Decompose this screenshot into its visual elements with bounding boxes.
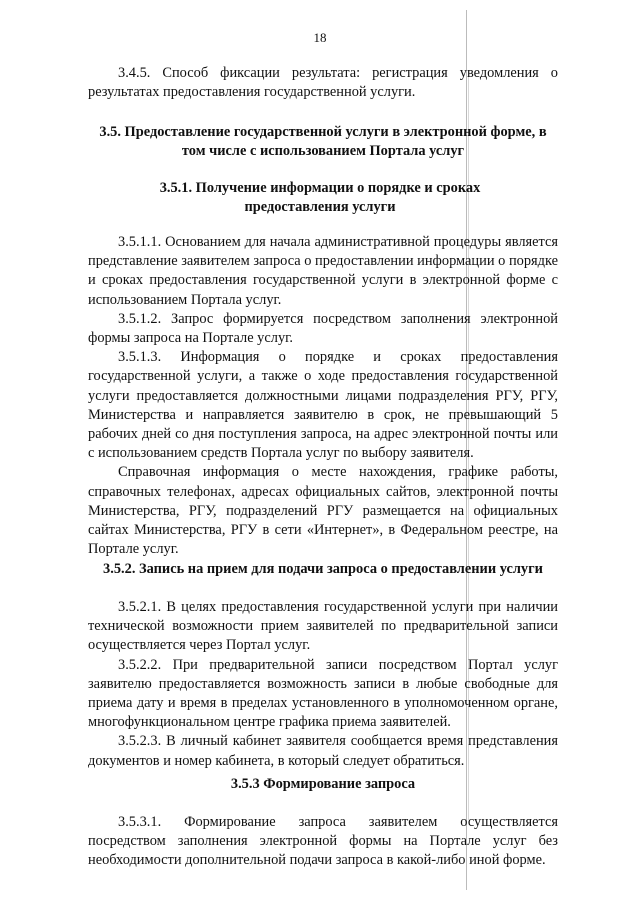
- subsection-3-5-2-body: [88, 598, 558, 771]
- paragraph-3-5-2-1: 3.5.2.1. В целях предоставления государственной услуги при наличии технической возможности прием заявителей по предварительной записи осуществляется через Портал услуг.: [88, 599, 558, 654]
- paragraph-3-4-5: [88, 64, 558, 102]
- paragraph-3-5-1-3: 3.5.1.3. Информация о порядке и сроках предоставления государственной услуги, а также о ходе предоставления государственной услуги предоставляется должностными лицами подразделения РГУ, РГУ, Министерства и направляется заявителю в срок, не превышающий 5 рабочих дней со дня поступления запроса, на адрес электронной почты или с использованием средств Портала услуг по выбору заявителя.: [88, 349, 558, 462]
- subsection-heading-3-5-2: 3.5.2. Запись на прием для подачи запроса о предоставлении услуги: [103, 561, 543, 577]
- section-heading-3-5: 3.5. Предоставление государственной услуги в электронной форме, в том числе с использованием Портала услуг: [99, 124, 547, 160]
- paragraph-reference-info: Справочная информация о месте нахождения, графике работы, справочных телефонах, адресах официальных сайтов, электронной почты Министерства, РГУ, подразделений РГУ размещается на официальных сайтах Министерства, РГУ в сети «Интернет», в Федеральном реестре, на Портале услуг.: [88, 464, 558, 558]
- subsection-heading-3-5-3: 3.5.3 Формирование запроса: [230, 776, 416, 792]
- page-number: 18: [313, 30, 327, 45]
- paragraph-text: 3.4.5. Способ фиксации результата: регистрация уведомления о результатах предоставления государственной услуги.: [88, 65, 558, 101]
- paragraph-3-5-2-3: 3.5.2.3. В личный кабинет заявителя сообщается время представления документов и номер кабинета, в который следует обратиться.: [88, 733, 558, 769]
- paragraph-3-5-3-1: 3.5.3.1. Формирование запроса заявителем осуществляется посредством заполнения электронной формы на Портале услуг без необходимости дополнительной подачи запроса в какой-либо иной форме.: [88, 814, 558, 869]
- subsection-heading-3-5-1: 3.5.1. Получение информации о порядке и сроках предоставления услуги: [159, 180, 481, 216]
- subsection-3-5-3-body: [88, 813, 558, 871]
- subsection-3-5-1-body: [88, 233, 558, 559]
- paragraph-3-5-1-1: 3.5.1.1. Основанием для начала административной процедуры является представление заявителем запроса о предоставлении информации о порядке и сроках предоставления государственной услуги в электронной форме с использованием Портала услуг.: [88, 234, 558, 308]
- paragraph-3-5-2-2: 3.5.2.2. При предварительной записи посредством Портал услуг заявителю предоставляется возможность записи в любые свободные для приема дату и время в пределах установленного в уполномоченном органе, многофункциональном центре графика приема заявителей.: [88, 656, 558, 731]
- paragraph-3-5-1-2: 3.5.1.2. Запрос формируется посредством заполнения электронной формы запроса на Портале услуг.: [88, 310, 558, 347]
